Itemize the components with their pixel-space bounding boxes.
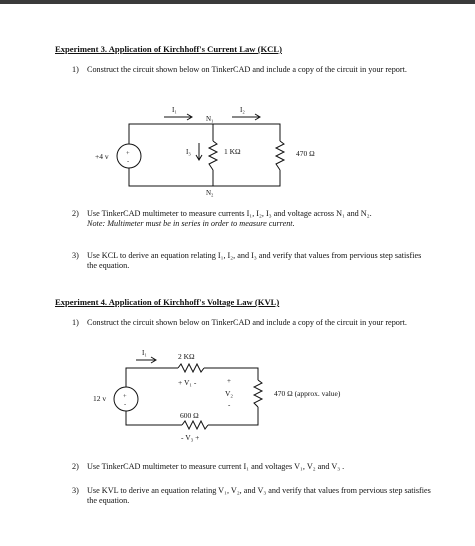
experiment3-heading: Experiment 3. Application of Kirchhoff's Current Law (KCL) [55,44,282,54]
kvl-source-label: 12 v [93,394,107,403]
kcl-n1-label: N₁ [206,115,214,123]
kcl-i3-label: I₃ [186,148,191,156]
kvl-source-plus: + [123,393,127,400]
kvl-bottom-resistor-label: 600 Ω [180,411,199,420]
kcl-middle-resistor-label: 1 KΩ [224,147,241,156]
kcl-n2-label: N₂ [206,189,214,197]
step-text: Use TinkerCAD multimeter to measure currents I₁, I₂, I₃ and voltage across N₁ and N₂. [87,209,372,218]
top-border [0,0,475,4]
experiment4-heading: Experiment 4. Application of Kirchhoff's Voltage Law (KVL) [55,297,280,307]
step-number: 2) [72,462,79,471]
step-number: 1) [72,318,79,327]
kvl-v3-label: - V₃ + [181,433,200,442]
kcl-source-minus: - [127,158,130,165]
kvl-v2-plus: + [227,377,231,385]
step-text: Construct the circuit shown below on TinkerCAD and include a copy of the circuit in your report. [87,65,407,74]
kcl-right-resistor-label: 470 Ω [296,149,315,158]
kcl-source-label: +4 v [95,152,109,161]
step-number: 3) [72,251,79,260]
kvl-top-resistor-label: 2 KΩ [178,352,195,361]
step-text: Use KCL to derive an equation relating I₁, I₂, and I₃ and verify that values from pervious step satisfies the equation. [87,251,422,271]
kvl-i1-label: I₁ [142,349,147,357]
kvl-right-resistor-label: 470 Ω (approx. value) [274,389,341,398]
step-text: Use KVL to derive an equation relating V₁, V₂, and V₃ and verify that values from pervious step satisfies the equation. [87,486,431,506]
step-number: 2) [72,209,79,218]
kcl-i2-label: I₂ [240,106,245,114]
step-number: 1) [72,65,79,74]
step-number: 3) [72,486,79,495]
kcl-source-plus: + [126,150,130,157]
kvl-source-minus: - [124,401,127,408]
kvl-v2-label: V₂ [225,389,234,398]
kvl-v1-label: + V₁ - [178,378,197,387]
step-text: Use TinkerCAD multimeter to measure current I₁ and voltages V₁, V₂ and V₃ . [87,462,345,471]
kvl-v2-minus: - [228,401,231,409]
kcl-i1-label: I₁ [172,106,177,114]
step-text: Construct the circuit shown below on TinkerCAD and include a copy of the circuit in your report. [87,318,407,327]
step-note: Note: Multimeter must be in series in order to measure current. [87,219,295,229]
